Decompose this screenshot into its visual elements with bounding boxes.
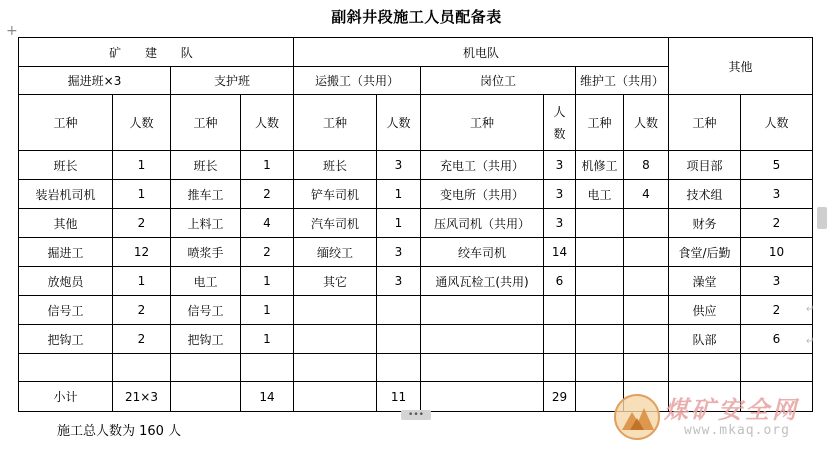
table-cell: 缅绞工 (294, 238, 377, 267)
table-cell: 14 (544, 238, 576, 267)
table-cell: 1 (113, 151, 171, 180)
group-other: 其他 (669, 38, 813, 95)
table-cell (576, 267, 624, 296)
table-cell (294, 325, 377, 354)
table-cell: 1 (241, 151, 294, 180)
table-cell: 1 (241, 325, 294, 354)
table-cell: 2 (241, 180, 294, 209)
table-row (19, 180, 813, 209)
table-cell: 12 (113, 238, 171, 267)
table-cell (624, 354, 669, 382)
header-count-char-2: 数 (553, 126, 566, 141)
table-cell (294, 382, 377, 412)
table-resize-handle[interactable]: ••• (401, 410, 431, 420)
group-mine-team: 矿 建 队 (19, 38, 294, 67)
table-cell: 供应 (669, 296, 741, 325)
table-cell (624, 209, 669, 238)
table-cell: 6 (741, 325, 813, 354)
table-cell: 队部 (669, 325, 741, 354)
table-cell (377, 296, 421, 325)
header-count: 人数 (113, 95, 171, 151)
header-count: 人数 (241, 95, 294, 151)
table-cell: 把钩工 (19, 325, 113, 354)
table-row (19, 296, 813, 325)
table-cell: 3 (544, 151, 576, 180)
table-cell (576, 238, 624, 267)
header-job: 工种 (576, 95, 624, 151)
table-cell (421, 325, 544, 354)
subgroup-excavation: 掘进班×3 (19, 67, 171, 95)
table-cell: 铲车司机 (294, 180, 377, 209)
table-cell (19, 354, 113, 382)
table-cell: 食堂/后勤 (669, 238, 741, 267)
staffing-table (18, 37, 813, 412)
total-headcount-note: 施工总人数为 160 人 (57, 424, 182, 439)
header-job: 工种 (421, 95, 544, 151)
table-cell (294, 354, 377, 382)
table-cell: 2 (113, 296, 171, 325)
group-electromech-team: 机电队 (294, 38, 669, 67)
table-cell: 2 (741, 296, 813, 325)
table-cell: 澡堂 (669, 267, 741, 296)
table-cell (171, 382, 241, 412)
table-cell (576, 325, 624, 354)
table-cell: 5 (741, 151, 813, 180)
table-cell: 2 (113, 209, 171, 238)
watermark (612, 390, 824, 446)
table-row (19, 325, 813, 354)
header-job: 工种 (171, 95, 241, 151)
watermark-text: 煤矿安全网 (664, 395, 799, 424)
return-arrow-icon: ↵ (806, 304, 815, 315)
table-cell: 其他 (19, 209, 113, 238)
table-cell: 绞车司机 (421, 238, 544, 267)
table-cell: 技术组 (669, 180, 741, 209)
subtotal-support: 14 (241, 382, 294, 412)
table-cell (576, 354, 624, 382)
table-cell: 4 (624, 180, 669, 209)
table-cell: 1 (241, 267, 294, 296)
return-arrow-icon: ↵ (806, 336, 815, 347)
table-cell: 3 (741, 180, 813, 209)
table-row-empty (19, 354, 813, 382)
table-cell (624, 296, 669, 325)
table-cell: 压风司机（共用） (421, 209, 544, 238)
table-cell (377, 325, 421, 354)
table-cell: 电工 (576, 180, 624, 209)
table-cell: 财务 (669, 209, 741, 238)
table-cell: 掘进工 (19, 238, 113, 267)
table-cell: 2 (113, 325, 171, 354)
table-cell (113, 354, 171, 382)
watermark-logo-icon (612, 392, 662, 442)
table-cell: 通风瓦检工(共用) (421, 267, 544, 296)
table-move-handle-icon[interactable]: + (6, 23, 18, 39)
table-cell (171, 354, 241, 382)
header-count: 人数 (741, 95, 813, 151)
subgroup-post: 岗位工 (421, 67, 576, 95)
table-cell: 10 (741, 238, 813, 267)
table-cell: 3 (377, 238, 421, 267)
table-cell (624, 325, 669, 354)
table-row (19, 238, 813, 267)
table-cell: 放炮员 (19, 267, 113, 296)
subtotal-transport: 11 (377, 382, 421, 412)
table-cell: 上料工 (171, 209, 241, 238)
table-cell (576, 209, 624, 238)
table-cell (544, 325, 576, 354)
table-cell: 6 (544, 267, 576, 296)
table-cell: 其它 (294, 267, 377, 296)
table-cell: 1 (113, 267, 171, 296)
table-cell: 3 (741, 267, 813, 296)
table-cell: 项目部 (669, 151, 741, 180)
table-cell: 班长 (171, 151, 241, 180)
table-cell: 信号工 (19, 296, 113, 325)
table-cell (544, 354, 576, 382)
table-cell (576, 296, 624, 325)
header-job: 工种 (294, 95, 377, 151)
header-count: 人数 (377, 95, 421, 151)
table-cell (421, 296, 544, 325)
table-row (19, 209, 813, 238)
subtotal-post: 29 (544, 382, 576, 412)
table-row (19, 151, 813, 180)
table-cell (377, 354, 421, 382)
table-cell: 3 (544, 209, 576, 238)
table-cell: 班长 (19, 151, 113, 180)
table-cell: 2 (241, 238, 294, 267)
side-resize-handle[interactable] (817, 207, 827, 229)
table-cell: 汽车司机 (294, 209, 377, 238)
table-cell: 电工 (171, 267, 241, 296)
subgroup-support: 支护班 (171, 67, 294, 95)
table-cell: 机修工 (576, 151, 624, 180)
table-cell: 3 (544, 180, 576, 209)
table-row (19, 267, 813, 296)
header-job: 工种 (669, 95, 741, 151)
table-cell (741, 354, 813, 382)
table-cell (624, 238, 669, 267)
table-cell: 把钩工 (171, 325, 241, 354)
header-count: 人数 (624, 95, 669, 151)
subgroup-maintenance: 维护工（共用） (576, 67, 669, 95)
subgroup-transport: 运搬工（共用） (294, 67, 421, 95)
table-cell: 装岩机司机 (19, 180, 113, 209)
table-cell: 1 (377, 209, 421, 238)
table-cell: 3 (377, 267, 421, 296)
table-cell (421, 382, 544, 412)
subtotal-excavation: 21×3 (113, 382, 171, 412)
table-cell: 推车工 (171, 180, 241, 209)
header-count-vertical (544, 95, 576, 151)
table-cell: 班长 (294, 151, 377, 180)
table-cell (669, 354, 741, 382)
header-job: 工种 (19, 95, 113, 151)
table-cell: 8 (624, 151, 669, 180)
table-cell (624, 267, 669, 296)
table-cell: 2 (741, 209, 813, 238)
table-cell: 1 (113, 180, 171, 209)
watermark-url: www.mkaq.org (684, 423, 790, 438)
table-cell (544, 296, 576, 325)
document-title: 副斜井段施工人员配备表 (331, 8, 502, 26)
table-cell: 信号工 (171, 296, 241, 325)
subtotal-label: 小计 (19, 382, 113, 412)
table-cell: 变电所（共用） (421, 180, 544, 209)
table-cell: 3 (377, 151, 421, 180)
table-cell (421, 354, 544, 382)
table-cell (241, 354, 294, 382)
table-cell: 喷浆手 (171, 238, 241, 267)
table-cell (294, 296, 377, 325)
table-cell: 1 (241, 296, 294, 325)
table-cell: 4 (241, 209, 294, 238)
table-cell: 充电工（共用） (421, 151, 544, 180)
table-cell: 1 (377, 180, 421, 209)
header-count-char-1: 人 (553, 104, 566, 119)
